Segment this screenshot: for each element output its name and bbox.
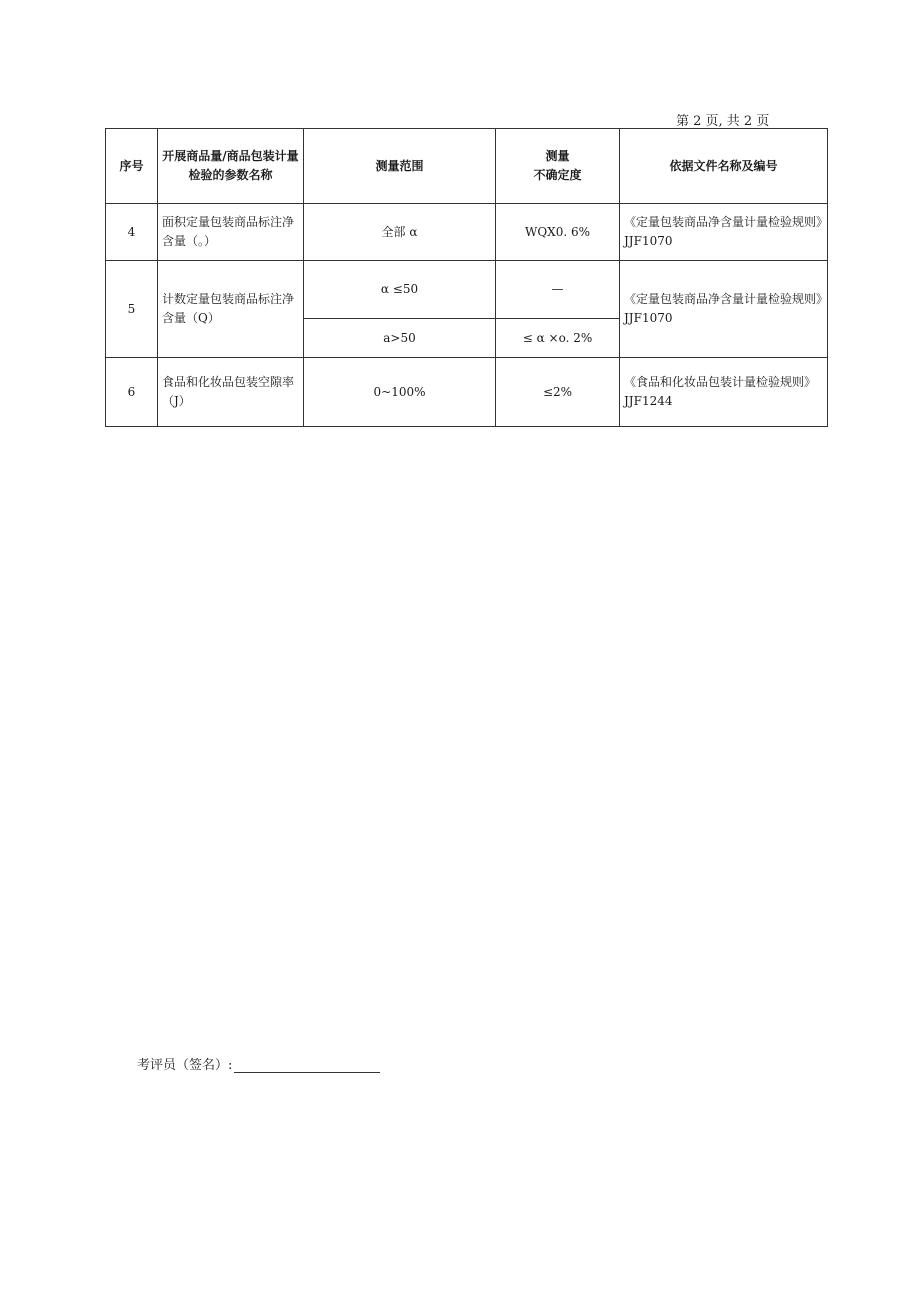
parameter-table (105, 128, 828, 427)
header-range: 测量范围 (304, 129, 496, 204)
row-param-name: 计数定量包装商品标注净含量（Q） (158, 261, 304, 358)
row-param-name: 面积定量包装商品标注净含量（。） (158, 204, 304, 261)
signature-line (234, 1058, 380, 1073)
signature-block (137, 1054, 380, 1073)
row-index: 6 (106, 358, 158, 427)
page-number: 第 2 页, 共 2 页 (676, 114, 770, 129)
row-range: 0~100% (304, 358, 496, 427)
row-uncertainty: ≤ α ×o. 2% (496, 319, 620, 358)
row-param-name: 食品和化妆品包装空隙率（J） (158, 358, 304, 427)
table-row (106, 261, 828, 319)
row-index: 4 (106, 204, 158, 261)
header-reference: 依据文件名称及编号 (620, 129, 828, 204)
header-param-name: 开展商品量/商品包装计量检验的参数名称 (158, 129, 304, 204)
row-index: 5 (106, 261, 158, 358)
signature-label: 考评员（签名）: (137, 1058, 233, 1073)
header-index: 序号 (106, 129, 158, 204)
row-uncertainty: ≤2% (496, 358, 620, 427)
row-uncertainty: WQX0. 6% (496, 204, 620, 261)
table-header-row (106, 129, 828, 204)
row-reference: 《定量包装商品净含量计量检验规则》JJF1070 (620, 204, 828, 261)
row-reference: 《食品和化妆品包装计量检验规则》JJF1244 (620, 358, 828, 427)
row-range: a>50 (304, 319, 496, 358)
table-row (106, 358, 828, 427)
table-row (106, 204, 828, 261)
row-range: 全部 α (304, 204, 496, 261)
row-reference: 《定量包装商品净含量计量检验规则》JJF1070 (620, 261, 828, 358)
row-uncertainty: — (496, 261, 620, 319)
row-range: α ≤50 (304, 261, 496, 319)
header-uncertainty: 测量 不确定度 (496, 129, 620, 204)
